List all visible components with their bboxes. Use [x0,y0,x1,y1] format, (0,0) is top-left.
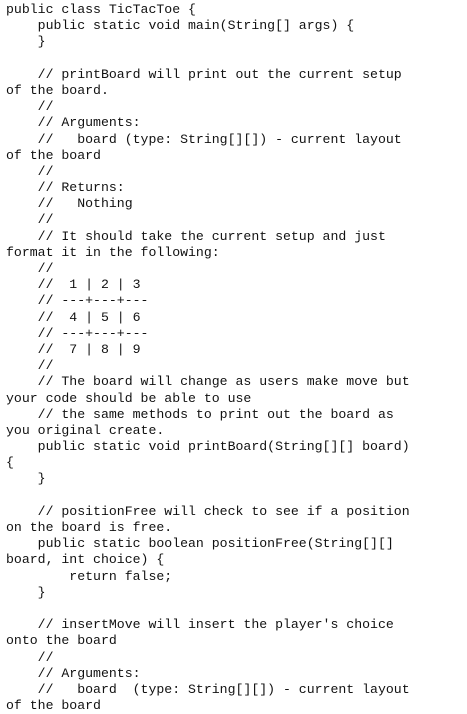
code-line: // Arguments: [6,115,141,131]
code-line: { [6,455,14,471]
code-line: // The board will change as users make move but [6,374,410,390]
code-line: // [6,212,54,228]
code-line: // ---+---+--- [6,293,149,309]
code-line: of the board. [6,82,109,98]
code-line: // the same methods to print out the board as [6,406,394,422]
code-line: public static void main(String[] args) { [6,18,355,34]
code-line: public static boolean positionFree(String[][] [6,536,394,552]
code-block [6,2,464,714]
code-line: // insertMove will insert the player's choice [6,617,394,633]
code-line: return false; [6,568,173,584]
code-line [6,601,464,617]
code-line: board, int choice) { [6,552,165,568]
code-line: // [6,163,54,179]
code-line: you original create. [6,422,165,438]
code-line: // 4 | 5 | 6 [6,309,141,325]
code-line: // [6,649,54,665]
code-line: public static void printBoard(String[][] board) [6,439,410,455]
code-line: of the board [6,147,101,163]
code-line: } [6,584,46,600]
code-line: // [6,99,54,115]
code-line: format it in the following: [6,244,220,260]
code-line: of the board [6,698,101,714]
code-line: } [6,34,46,50]
code-line: // 7 | 8 | 9 [6,341,141,357]
code-line: // Returns: [6,180,125,196]
code-line: // It should take the current setup and just [6,228,386,244]
code-line: // board (type: String[][]) - current layout [6,681,410,697]
code-line: // Nothing [6,196,133,212]
code-line: on the board is free. [6,520,173,535]
code-line: // positionFree will check to see if a position [6,503,410,519]
code-line [6,488,464,504]
code-line: // ---+---+--- [6,325,149,341]
code-line: your code should be able to use [6,390,252,406]
code-line: // board (type: String[][]) - current layout [6,131,402,147]
code-line: // 1 | 2 | 3 [6,277,141,293]
code-line: onto the board [6,633,117,649]
code-line: // printBoard will print out the current setup [6,66,402,82]
code-line: // [6,261,54,276]
code-line: // Arguments: [6,665,141,681]
code-line: public class TicTacToe { [6,2,196,17]
code-line: } [6,471,46,487]
code-line [6,51,464,67]
code-line: // [6,358,54,374]
